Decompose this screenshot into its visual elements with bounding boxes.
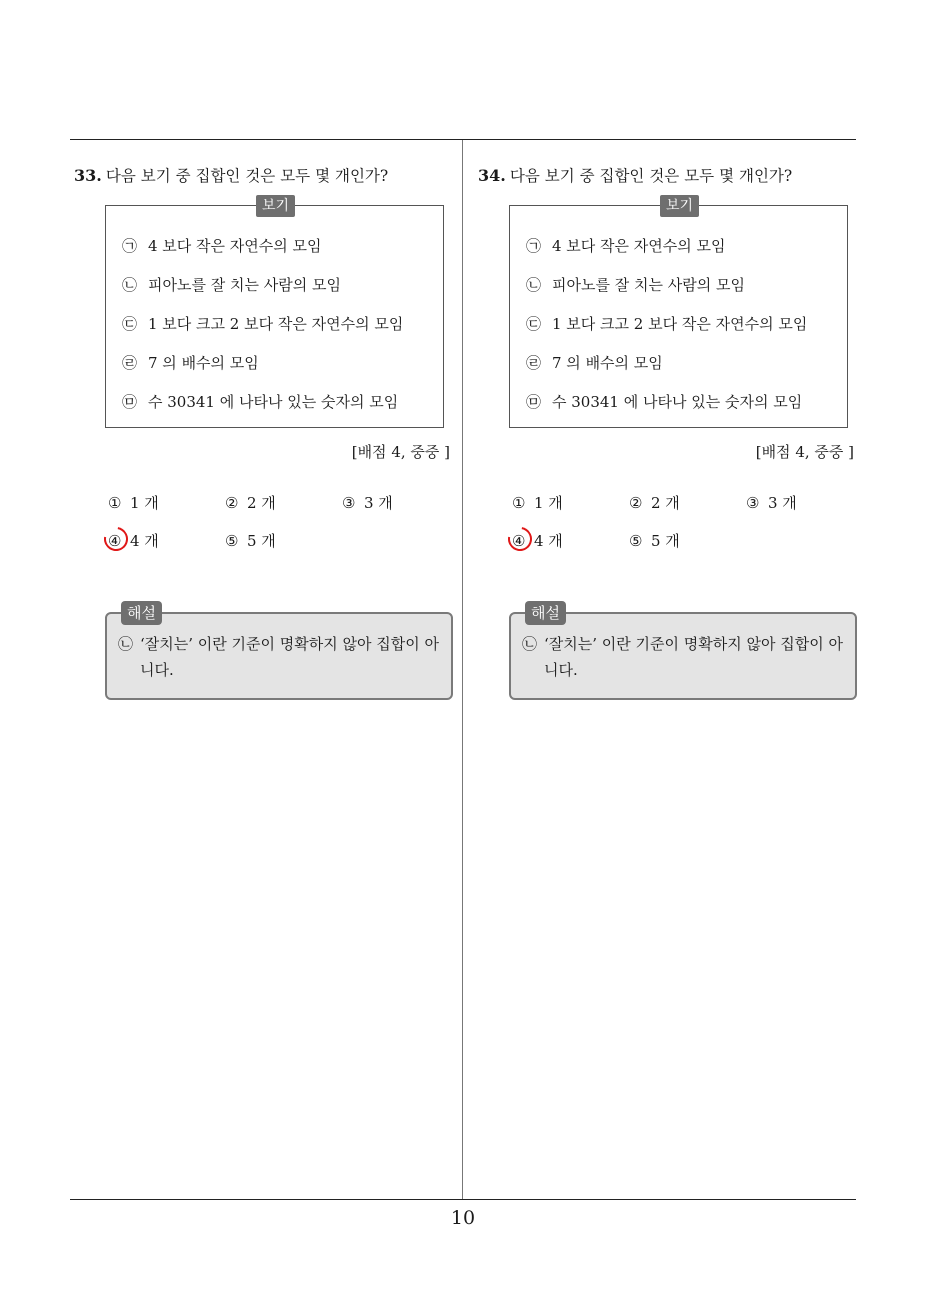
question-title (74, 164, 388, 186)
choice-text: 4 개 (130, 532, 159, 550)
explanation-line-2: 니다. (544, 661, 578, 679)
choice-number: ⑤ (629, 532, 643, 550)
choice-1 (512, 492, 563, 513)
bogi-item (122, 352, 403, 391)
item-mark: ㉢ (122, 315, 138, 333)
choice-1 (108, 492, 159, 513)
choice-4 (108, 530, 159, 551)
bogi-list (526, 235, 807, 430)
item-mark: ㉠ (526, 237, 542, 255)
bogi-item (122, 235, 403, 274)
choice-number: ③ (342, 494, 356, 512)
choice-5 (225, 530, 276, 551)
choice-text: 4 개 (534, 532, 563, 550)
explanation-text (118, 631, 448, 683)
choice-number: ① (108, 494, 122, 512)
bogi-item (526, 274, 807, 313)
bogi-item (122, 274, 403, 313)
answer-circle-mark (99, 522, 132, 555)
item-mark: ㉤ (122, 393, 138, 411)
choice-2 (225, 492, 276, 513)
explanation-mark: ㉡ (118, 635, 134, 653)
explanation-line-1: ‘잘치는’ 이란 기준이 명확하지 않아 집합이 아 (544, 635, 843, 653)
explanation-line-1: ‘잘치는’ 이란 기준이 명확하지 않아 집합이 아 (140, 635, 439, 653)
item-mark: ㉡ (526, 276, 542, 294)
item-text: 7 의 배수의 모임 (148, 354, 259, 372)
choice-number: ④ (512, 532, 526, 550)
score-label: [배점 4, 중중 ] (351, 443, 450, 461)
question-number: 33. (74, 166, 102, 185)
item-text: 1 보다 크고 2 보다 작은 자연수의 모임 (552, 315, 808, 333)
choice-number: ⑤ (225, 532, 239, 550)
bogi-item (122, 391, 403, 430)
item-text: 7 의 배수의 모임 (552, 354, 663, 372)
bogi-box (105, 198, 444, 428)
choice-5 (629, 530, 680, 551)
explanation-mark: ㉡ (522, 635, 538, 653)
choice-2 (629, 492, 680, 513)
bogi-box (509, 198, 848, 428)
choice-text: 3 개 (768, 494, 797, 512)
choice-number: ① (512, 494, 526, 512)
choice-number: ③ (746, 494, 760, 512)
explanation-label: 해설 (121, 601, 162, 625)
question-33 (70, 140, 462, 1140)
choice-text: 5 개 (247, 532, 276, 550)
item-mark: ㉢ (526, 315, 542, 333)
page-number: 10 (450, 1207, 476, 1229)
choice-number: ② (225, 494, 239, 512)
item-mark: ㉤ (526, 393, 542, 411)
question-text: 다음 보기 중 집합인 것은 모두 몇 개인가? (509, 167, 793, 185)
choice-4 (512, 530, 563, 551)
question-title (478, 164, 792, 186)
bogi-label: 보기 (256, 195, 295, 217)
item-mark: ㉠ (122, 237, 138, 255)
choice-text: 1 개 (130, 494, 159, 512)
explanation-line-2: 니다. (140, 661, 174, 679)
choice-text: 2 개 (651, 494, 680, 512)
item-text: 수 30341 에 나타나 있는 숫자의 모임 (552, 393, 803, 411)
bogi-item (526, 391, 807, 430)
choice-text: 2 개 (247, 494, 276, 512)
bogi-item (526, 352, 807, 391)
explanation-label: 해설 (525, 601, 566, 625)
bogi-item (526, 313, 807, 352)
item-text: 피아노를 잘 치는 사람의 모임 (148, 276, 341, 294)
bogi-list (122, 235, 403, 430)
choice-text: 5 개 (651, 532, 680, 550)
bottom-rule (70, 1199, 856, 1200)
item-text: 4 보다 작은 자연수의 모임 (148, 237, 322, 255)
choice-number: ② (629, 494, 643, 512)
score-label: [배점 4, 중중 ] (755, 443, 854, 461)
choice-text: 3 개 (364, 494, 393, 512)
question-34 (474, 140, 866, 1140)
explanation-box (509, 604, 857, 700)
explanation-text (522, 631, 852, 683)
bogi-item (122, 313, 403, 352)
question-text: 다음 보기 중 집합인 것은 모두 몇 개인가? (105, 167, 389, 185)
question-number: 34. (478, 166, 506, 185)
choice-text: 1 개 (534, 494, 563, 512)
item-text: 피아노를 잘 치는 사람의 모임 (552, 276, 745, 294)
item-mark: ㉡ (122, 276, 138, 294)
choice-number: ④ (108, 532, 122, 550)
item-text: 1 보다 크고 2 보다 작은 자연수의 모임 (148, 315, 404, 333)
answer-circle-mark (503, 522, 536, 555)
item-mark: ㉣ (526, 354, 542, 372)
bogi-item (526, 235, 807, 274)
choice-3 (746, 492, 797, 513)
explanation-box (105, 604, 453, 700)
item-mark: ㉣ (122, 354, 138, 372)
item-text: 수 30341 에 나타나 있는 숫자의 모임 (148, 393, 399, 411)
bogi-label: 보기 (660, 195, 699, 217)
column-divider (462, 140, 463, 1200)
choice-3 (342, 492, 393, 513)
item-text: 4 보다 작은 자연수의 모임 (552, 237, 726, 255)
